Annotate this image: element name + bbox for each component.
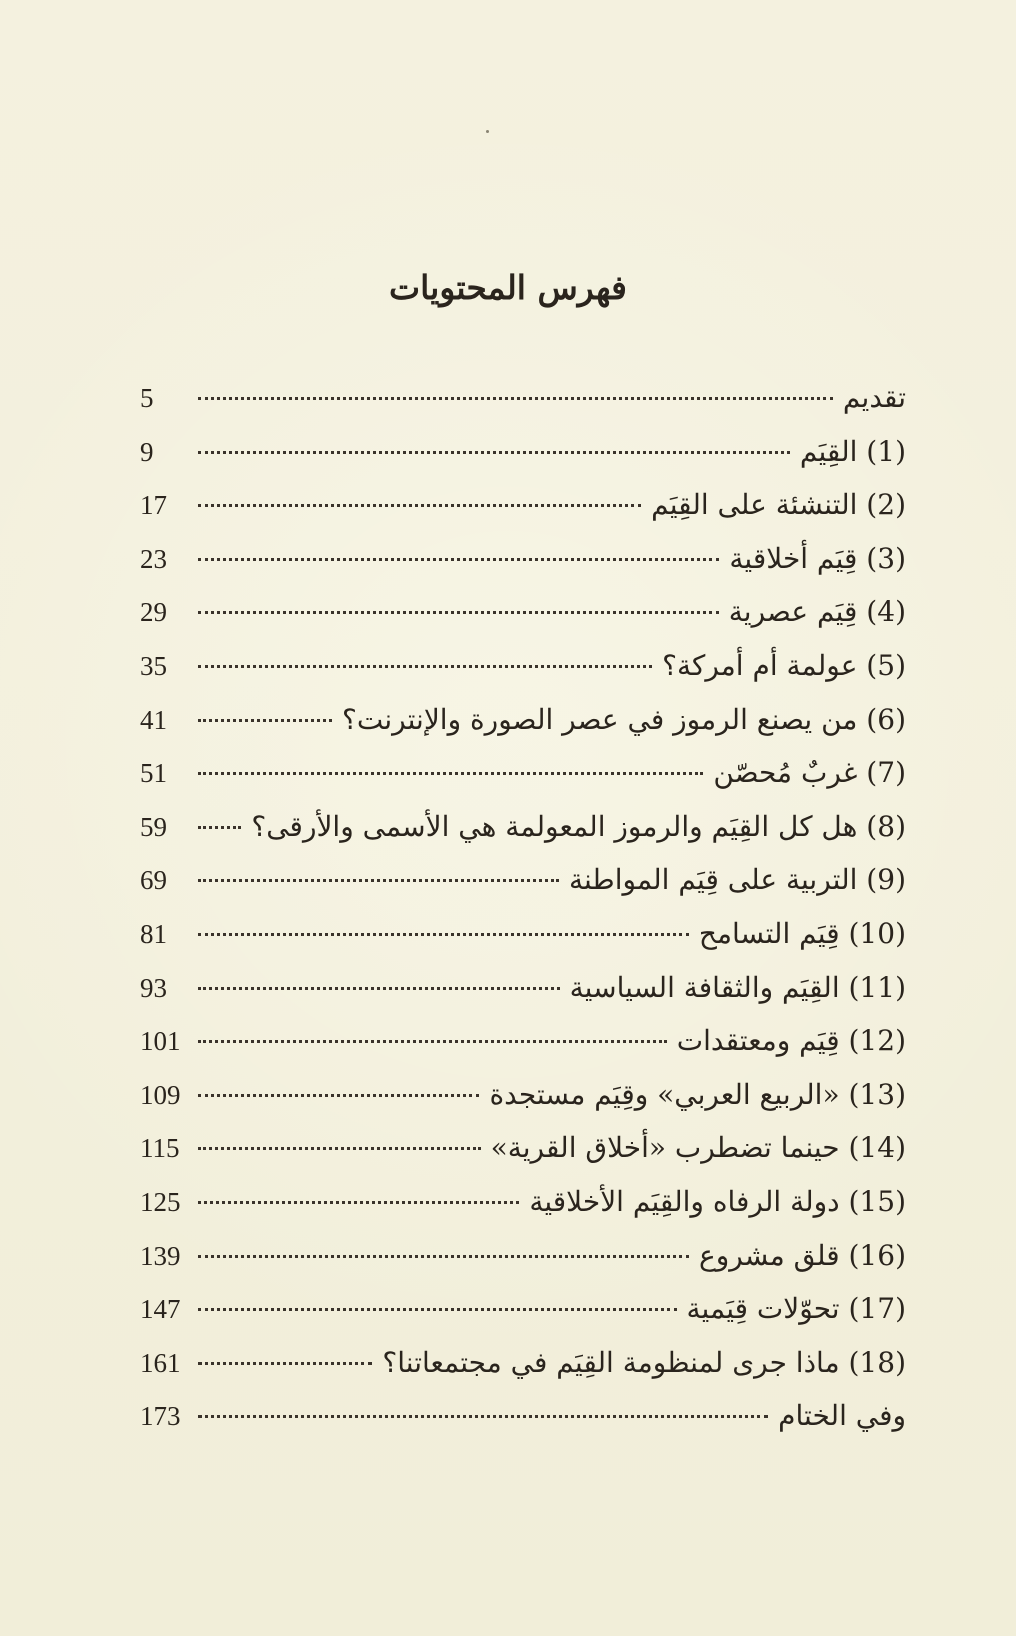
toc-entry-page-number: 51 (140, 758, 167, 789)
toc-entry-page-number: 147 (140, 1294, 181, 1325)
toc-entry-title: (6) من يصنع الرموز في عصر الصورة والإنترنت؟ (342, 702, 906, 736)
dot-leader (198, 1147, 481, 1150)
dot-leader (198, 719, 332, 722)
toc-entry-title: (1) القِيَم (799, 434, 906, 468)
paper-speck (486, 130, 489, 133)
toc-entry-page-number: 17 (140, 490, 167, 521)
dot-leader (198, 504, 641, 507)
dot-leader (198, 933, 689, 936)
table-of-contents (140, 378, 906, 1450)
toc-entry (140, 1236, 906, 1290)
toc-entry-title: وفي الختام (778, 1399, 906, 1433)
toc-entry-page-number: 81 (140, 918, 167, 949)
dot-leader (198, 397, 833, 400)
toc-entry-title: (4) قِيَم عصرية (728, 595, 906, 629)
toc-entry (140, 646, 906, 700)
toc-entry-page-number: 59 (140, 811, 167, 842)
toc-entry-title: (9) التربية على قِيَم المواطنة (568, 863, 906, 897)
toc-entry (140, 539, 906, 593)
toc-entry-page-number: 173 (140, 1401, 181, 1432)
dot-leader (198, 879, 559, 882)
dot-leader (198, 665, 652, 668)
dot-leader (198, 558, 719, 561)
toc-entry-page-number: 109 (140, 1079, 181, 1110)
toc-entry-page-number: 5 (140, 383, 154, 413)
toc-entry-title: (16) قلق مشروع (699, 1238, 906, 1272)
toc-entry-page-number: 9 (140, 436, 154, 467)
toc-entry-title: (12) قِيَم ومعتقدات (676, 1024, 906, 1058)
dot-leader (198, 826, 241, 829)
dot-leader (198, 1094, 479, 1097)
dot-leader (198, 1362, 372, 1365)
toc-entry (140, 807, 906, 861)
toc-entry-title: (8) هل كل القِيَم والرموز المعولمة هي الأسمى والأرقى؟ (251, 809, 906, 843)
dot-leader (198, 987, 560, 990)
toc-entry-title: (18) ماذا جرى لمنظومة القِيَم في مجتمعاتنا؟ (382, 1345, 906, 1379)
toc-entry (140, 968, 906, 1022)
toc-entry (140, 378, 906, 432)
toc-entry (140, 1182, 906, 1236)
dot-leader (198, 1415, 768, 1418)
page-title: فهرس المحتويات (389, 268, 627, 307)
toc-entry (140, 1289, 906, 1343)
toc-entry (140, 753, 906, 807)
toc-entry-page-number: 161 (140, 1347, 181, 1378)
toc-entry-title: تقديم (842, 381, 906, 414)
toc-entry (140, 1128, 906, 1182)
dot-leader (198, 611, 719, 614)
toc-entry (140, 485, 906, 539)
toc-entry (140, 700, 906, 754)
toc-entry-title: (11) القِيَم والثقافة السياسية (569, 970, 906, 1004)
dot-leader (198, 772, 703, 775)
toc-entry-page-number: 69 (140, 865, 167, 896)
toc-entry-page-number: 29 (140, 597, 167, 628)
toc-entry-page-number: 115 (140, 1133, 180, 1164)
dot-leader (198, 1040, 667, 1043)
toc-entry (140, 1021, 906, 1075)
toc-entry-page-number: 41 (140, 704, 167, 735)
toc-entry (140, 1075, 906, 1129)
toc-entry-page-number: 35 (140, 650, 167, 681)
toc-entry (140, 592, 906, 646)
toc-entry-title: (3) قِيَم أخلاقية (729, 541, 906, 575)
toc-entry-title: (10) قِيَم التسامح (698, 916, 906, 950)
toc-entry-title: (15) دولة الرفاه والقِيَم الأخلاقية (529, 1184, 906, 1218)
toc-entry-title: (5) عولمة أم أمركة؟ (662, 648, 906, 682)
toc-entry-page-number: 125 (140, 1186, 181, 1217)
toc-entry (140, 860, 906, 914)
toc-entry-page-number: 93 (140, 972, 167, 1003)
toc-entry-title: (7) غربٌ مُحصّن (713, 756, 906, 790)
toc-entry-title: (2) التنشئة على القِيَم (651, 488, 906, 522)
toc-entry-page-number: 23 (140, 543, 167, 574)
toc-entry-page-number: 139 (140, 1240, 181, 1271)
toc-entry (140, 914, 906, 968)
toc-entry-title: (17) تحوّلات قِيَمية (686, 1292, 906, 1326)
dot-leader (198, 1308, 677, 1311)
dot-leader (198, 1201, 519, 1204)
toc-entry (140, 1343, 906, 1397)
toc-entry-title: (14) حينما تضطرب «أخلاق القرية» (490, 1131, 906, 1165)
dot-leader (198, 1255, 689, 1258)
dot-leader (198, 451, 790, 454)
toc-entry (140, 432, 906, 486)
toc-entry-title: (13) «الربيع العربي» وقِيَم مستجدة (489, 1077, 906, 1111)
toc-entry-page-number: 101 (140, 1026, 181, 1057)
toc-entry (140, 1396, 906, 1450)
